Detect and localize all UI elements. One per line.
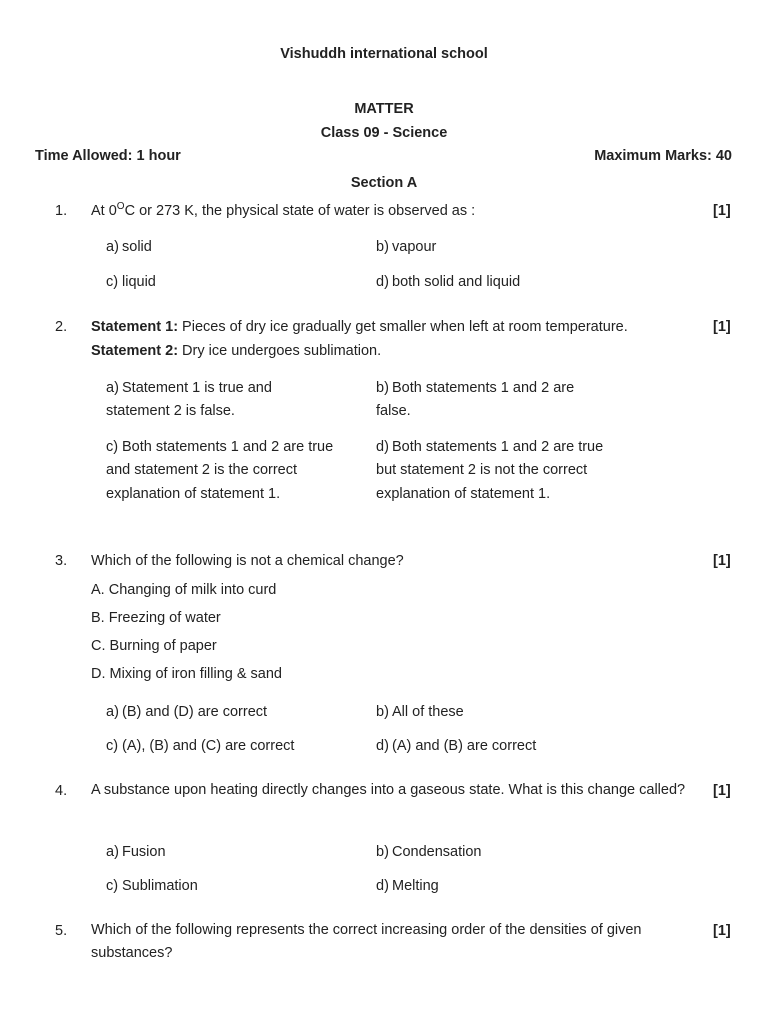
- question-1-marks: [1]: [713, 203, 731, 219]
- q4-option-b: b) Condensation: [376, 844, 482, 860]
- q3-option-d: d) (A) and (B) are correct: [376, 738, 537, 754]
- question-2-marks: [1]: [713, 319, 731, 335]
- question-4-number: 4.: [55, 783, 68, 799]
- q1-option-a: a) solid: [106, 239, 152, 255]
- q3-option-a: a) (B) and (D) are correct: [106, 704, 268, 720]
- question-5-number: 5.: [55, 923, 68, 939]
- q2-option-c: c) Both statements 1 and 2 are true and statement 2 is the correct explanation of statement 1.: [106, 439, 334, 502]
- question-3-number: 3.: [55, 553, 68, 569]
- question-4-text: A substance upon heating directly changes into a gaseous state. What is this change called?: [91, 782, 686, 798]
- q3-option-b: b) All of these: [376, 704, 464, 720]
- time-allowed: Time Allowed: 1 hour: [35, 148, 181, 164]
- question-4-marks: [1]: [713, 783, 731, 799]
- q3-item-c: C. Burning of paper: [91, 638, 217, 654]
- q3-option-c: c) (A), (B) and (C) are correct: [106, 738, 295, 754]
- class-subject: Class 09 - Science: [320, 125, 448, 141]
- question-1-text: At $0^OC$ or 273 K, the physical state of water is observed as :: [91, 201, 476, 219]
- q4-option-c: c) Sublimation: [106, 878, 198, 894]
- q3-item-d: D. Mixing of iron filling & sand: [91, 666, 282, 682]
- paper-title: MATTER: [354, 101, 414, 117]
- q1-option-b: b) vapour: [376, 239, 437, 255]
- question-3-text: Which of the following is not a chemical change?: [91, 553, 404, 569]
- q2-option-d: d) Both statements 1 and 2 are true but statement 2 is not the correct explanation of statement 1.: [376, 439, 604, 502]
- question-1-number: 1.: [55, 203, 68, 219]
- q3-item-a: A. Changing of milk into curd: [91, 582, 277, 598]
- question-2-number: 2.: [55, 319, 68, 335]
- question-3-marks: [1]: [713, 553, 731, 569]
- q1-option-c: c) liquid: [106, 274, 156, 290]
- question-2-statement-2: Statement 2: Dry ice undergoes sublimation.: [91, 343, 382, 359]
- section-heading: Section A: [350, 175, 418, 191]
- q3-item-b: B. Freezing of water: [91, 610, 221, 626]
- q2-option-b: b) Both statements 1 and 2 are false.: [376, 380, 575, 420]
- q1-option-d: d) both solid and liquid: [376, 274, 521, 290]
- maximum-marks: Maximum Marks: 40: [594, 148, 732, 164]
- q4-option-d: d) Melting: [376, 878, 439, 894]
- question-2-statement-1: Statement 1: Pieces of dry ice gradually get smaller when left at room temperature.: [91, 319, 628, 335]
- question-5-marks: [1]: [713, 923, 731, 939]
- school-name: Vishuddh international school: [280, 46, 488, 62]
- degree-superscript: O: [116, 201, 125, 212]
- q4-option-a: a) Fusion: [106, 844, 166, 860]
- q2-option-a: a) Statement 1 is true and statement 2 is false.: [106, 380, 272, 420]
- question-5-text: Which of the following represents the correct increasing order of the densities of given substances?: [91, 922, 642, 962]
